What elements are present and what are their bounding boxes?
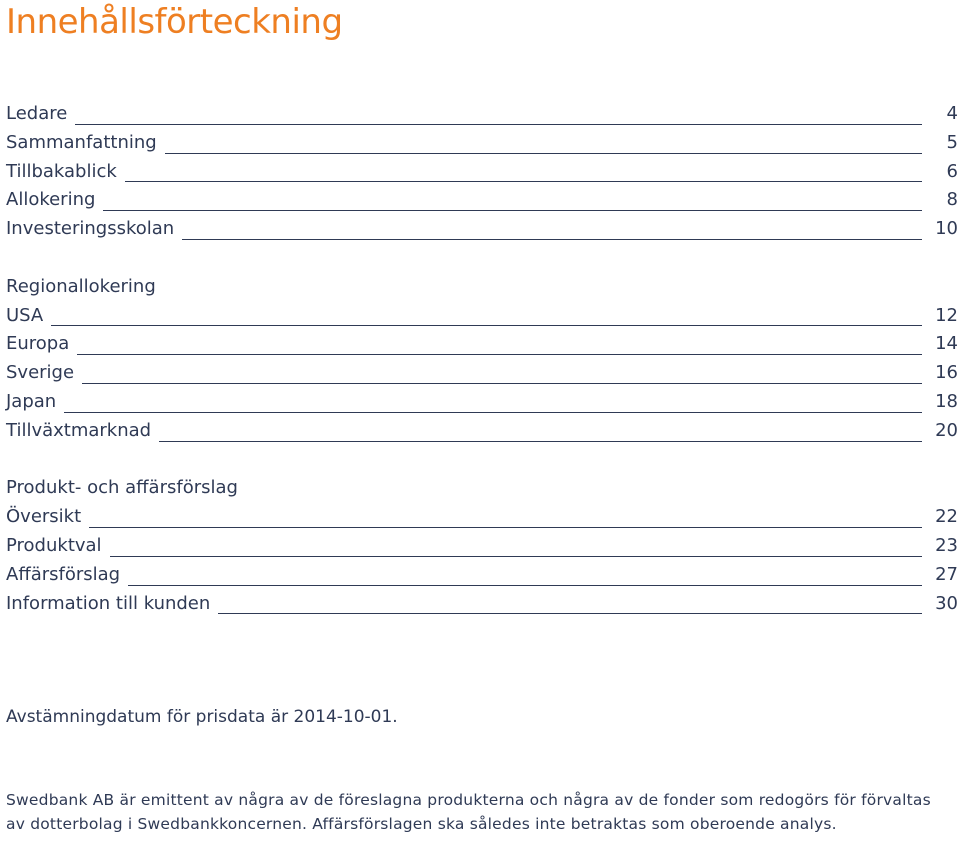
toc-leader-line: [89, 527, 922, 528]
toc-entry-page: 5: [946, 131, 958, 153]
toc-leader-line: [128, 585, 922, 586]
toc-entry[interactable]: [6, 503, 958, 532]
toc-entry-page: 10: [935, 218, 958, 240]
toc-entry[interactable]: [6, 590, 958, 619]
toc-entry-page: 12: [935, 304, 958, 326]
toc-entry-page: 4: [946, 103, 958, 124]
toc-leader-line: [125, 181, 922, 182]
toc-entry-label: Tillväxtmarknad: [6, 419, 152, 441]
toc-leader-line: [51, 325, 922, 326]
toc-entry-label: Tillbakablick: [6, 160, 117, 182]
section-spacer: [6, 244, 958, 273]
disclaimer-line: Swedbank AB är emittent av några av de föreslagna produkterna och några av de fonder som redogörs för förvaltas: [6, 791, 931, 809]
toc-leader-line: [159, 441, 922, 442]
toc-entry[interactable]: [6, 417, 958, 446]
toc-leader-line: [218, 613, 922, 614]
toc-entry-label: Sammanfattning: [6, 131, 157, 153]
toc-entry-label: Ledare: [6, 103, 68, 124]
toc-entry-page: 8: [946, 189, 958, 211]
toc-entry-label: Översikt: [6, 506, 82, 528]
toc-entry-label: Information till kunden: [6, 592, 211, 614]
toc-entry[interactable]: [6, 215, 958, 244]
toc-entry-label: Europa: [6, 333, 70, 355]
toc-leader-line: [182, 239, 922, 240]
toc-entry-label: Japan: [6, 390, 57, 412]
toc-entry-label: Affärsförslag: [6, 563, 121, 585]
section-spacer: [6, 446, 958, 475]
toc-leader-line: [82, 383, 922, 384]
toc-leader-line: [165, 153, 922, 154]
toc-entry-label: Allokering: [6, 189, 96, 211]
toc-entry-page: 14: [935, 333, 958, 355]
disclaimer: [6, 788, 956, 836]
toc-entry-page: 16: [935, 362, 958, 384]
toc-entry-page: 20: [935, 419, 958, 441]
disclaimer-line: av dotterbolag i Swedbankkoncernen. Affärsförslagen ska således inte betraktas som oberoende analys.: [6, 815, 837, 833]
page-title: Innehållsförteckning: [6, 2, 343, 42]
toc-entry-page: 23: [935, 534, 958, 556]
toc-entry[interactable]: [6, 302, 958, 331]
table-of-contents: [6, 100, 958, 618]
toc-leader-line: [110, 556, 922, 557]
toc-leader-line: [77, 354, 922, 355]
toc-leader-line: [75, 124, 922, 125]
toc-leader-line: [103, 210, 922, 211]
toc-entry-page: 30: [935, 592, 958, 614]
toc-entry-page: 22: [935, 506, 958, 528]
toc-section-heading-regional: Regionallokering: [6, 275, 156, 297]
toc-section-heading-product: Produkt- och affärsförslag: [6, 477, 238, 499]
toc-entry-page: 27: [935, 563, 958, 585]
toc-entry[interactable]: [6, 186, 958, 215]
toc-entry[interactable]: [6, 330, 958, 359]
toc-leader-line: [64, 412, 922, 413]
toc-entry[interactable]: [6, 388, 958, 417]
toc-entry[interactable]: [6, 158, 958, 187]
toc-entry[interactable]: [6, 532, 958, 561]
toc-entry-label: Sverige: [6, 362, 75, 384]
toc-entry[interactable]: [6, 359, 958, 388]
toc-entry-label: USA: [6, 304, 44, 326]
toc-entry-page: 18: [935, 390, 958, 412]
toc-entry[interactable]: [6, 129, 958, 158]
toc-entry-page: 6: [946, 160, 958, 182]
toc-entry[interactable]: [6, 100, 958, 129]
toc-entry-label: Investeringsskolan: [6, 218, 175, 240]
toc-entry-label: Produktval: [6, 534, 102, 556]
toc-entry[interactable]: [6, 561, 958, 590]
price-date-note: Avstämningdatum för prisdata är 2014-10-01.: [6, 707, 398, 727]
